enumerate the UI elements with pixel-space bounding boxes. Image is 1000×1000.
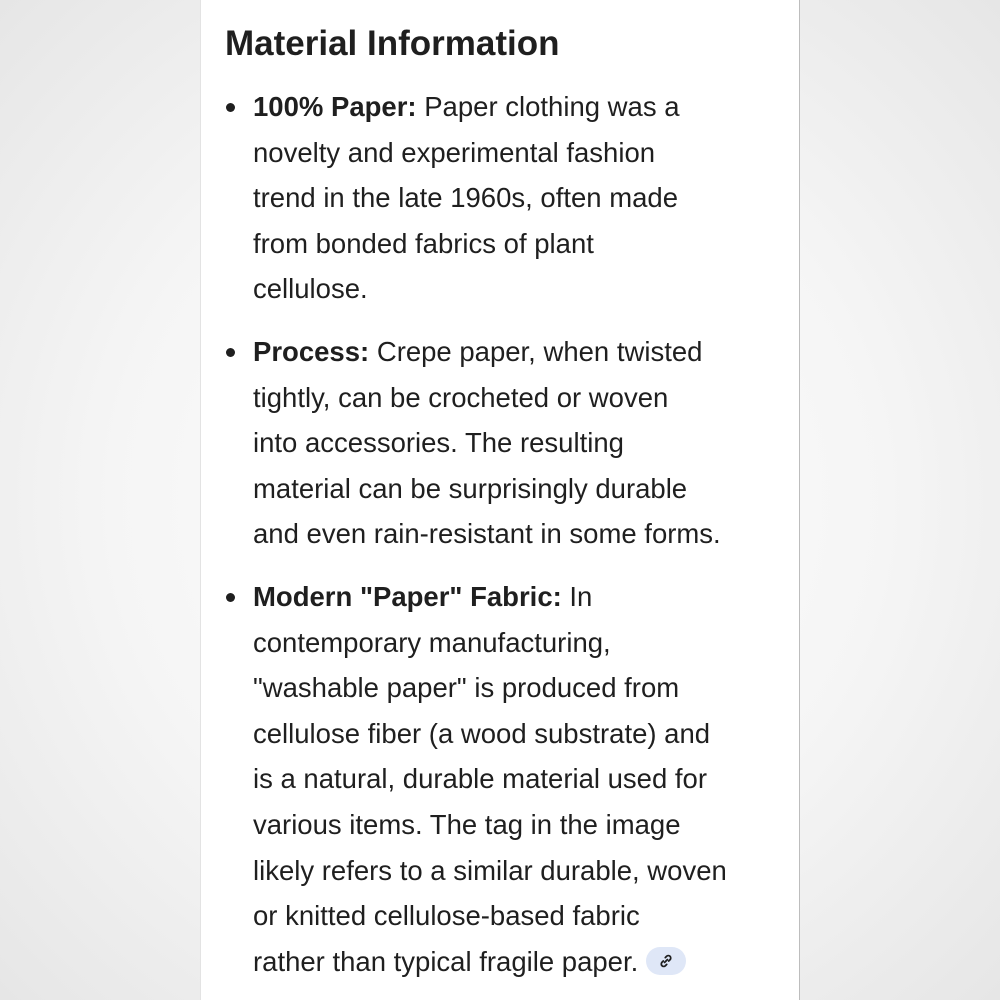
link-icon <box>658 953 674 969</box>
item-text-line: "washable paper" is produced from <box>253 672 680 704</box>
item-text-line: trend in the late 1960s, often made <box>253 182 679 214</box>
item-text-line: various items. The tag in the image <box>253 808 681 840</box>
item-label: 100% Paper: <box>253 91 417 122</box>
list-item-modern-fabric <box>201 574 731 984</box>
list-item-paper <box>201 84 731 312</box>
item-text-line: contemporary manufacturing, <box>253 626 611 658</box>
item-text-line: In <box>561 580 593 612</box>
source-link-chip[interactable] <box>646 947 686 975</box>
item-text-line: novelty and experimental fashion <box>253 136 656 168</box>
bullet-icon <box>226 348 235 357</box>
list-item-process <box>201 329 731 557</box>
section-heading: Material Information <box>225 24 560 63</box>
material-list <box>201 84 731 1000</box>
item-label: Modern "Paper" Fabric: <box>253 580 562 612</box>
bullet-icon <box>226 593 235 602</box>
item-text-line: from bonded fabrics of plant <box>253 227 594 259</box>
item-text-line: likely refers to a similar durable, woven <box>253 854 727 886</box>
item-text-line: or knitted cellulose-based fabric <box>253 900 640 932</box>
item-text-line: Paper clothing was a <box>416 91 680 122</box>
item-text-line: rather than typical fragile paper. <box>253 945 639 977</box>
item-text-line: cellulose fiber (a wood substrate) and <box>253 717 711 749</box>
item-text-line: into accessories. The resulting <box>253 427 624 459</box>
answer-panel <box>200 0 800 1000</box>
item-text-line: Crepe paper, when twisted <box>369 335 703 367</box>
item-text-line: and even rain-resistant in some forms. <box>253 518 721 550</box>
item-text-line: is a natural, durable material used for <box>253 763 707 795</box>
item-text-line: cellulose. <box>253 273 368 305</box>
item-text-line: material can be surprisingly durable <box>253 472 688 504</box>
item-text-line: tightly, can be crocheted or woven <box>253 381 669 413</box>
item-label: Process: <box>253 335 370 367</box>
bullet-icon <box>226 103 235 112</box>
